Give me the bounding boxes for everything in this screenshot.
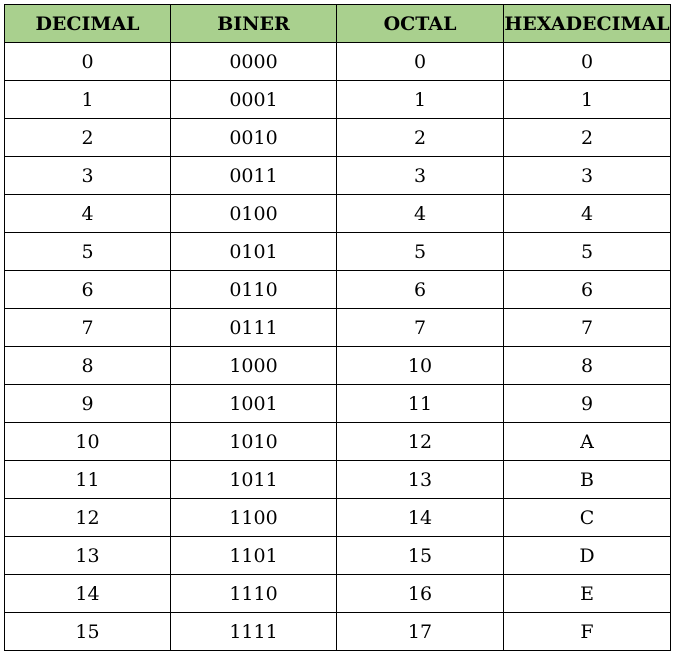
- cell-octal: 2: [337, 119, 504, 157]
- cell-octal: 15: [337, 537, 504, 575]
- cell-decimal: 0: [5, 43, 171, 81]
- cell-octal: 3: [337, 157, 504, 195]
- cell-decimal: 10: [5, 423, 171, 461]
- table-row: [5, 43, 671, 81]
- cell-hexadecimal: 7: [504, 309, 671, 347]
- cell-biner: 0101: [171, 233, 337, 271]
- table-row: [5, 575, 671, 613]
- cell-biner: 1010: [171, 423, 337, 461]
- header-biner: BINER: [171, 5, 337, 43]
- cell-octal: 10: [337, 347, 504, 385]
- cell-decimal: 4: [5, 195, 171, 233]
- table-row: [5, 271, 671, 309]
- cell-decimal: 7: [5, 309, 171, 347]
- cell-hexadecimal: 5: [504, 233, 671, 271]
- cell-biner: 0111: [171, 309, 337, 347]
- cell-octal: 16: [337, 575, 504, 613]
- table-row: [5, 157, 671, 195]
- cell-hexadecimal: 3: [504, 157, 671, 195]
- table-row: [5, 309, 671, 347]
- cell-hexadecimal: 8: [504, 347, 671, 385]
- cell-hexadecimal: F: [504, 613, 671, 651]
- header-hexadecimal: HEXADECIMAL: [504, 5, 671, 43]
- cell-biner: 1100: [171, 499, 337, 537]
- table-row: [5, 613, 671, 651]
- cell-octal: 13: [337, 461, 504, 499]
- cell-biner: 1111: [171, 613, 337, 651]
- table-row: [5, 461, 671, 499]
- cell-biner: 0110: [171, 271, 337, 309]
- cell-hexadecimal: 6: [504, 271, 671, 309]
- cell-decimal: 12: [5, 499, 171, 537]
- cell-biner: 0001: [171, 81, 337, 119]
- cell-biner: 0010: [171, 119, 337, 157]
- cell-octal: 5: [337, 233, 504, 271]
- cell-hexadecimal: 9: [504, 385, 671, 423]
- table-row: [5, 385, 671, 423]
- cell-decimal: 13: [5, 537, 171, 575]
- cell-biner: 0000: [171, 43, 337, 81]
- table-row: [5, 347, 671, 385]
- cell-biner: 1110: [171, 575, 337, 613]
- table-row: [5, 81, 671, 119]
- cell-octal: 4: [337, 195, 504, 233]
- cell-hexadecimal: E: [504, 575, 671, 613]
- cell-hexadecimal: 1: [504, 81, 671, 119]
- cell-decimal: 6: [5, 271, 171, 309]
- table-row: [5, 233, 671, 271]
- cell-decimal: 11: [5, 461, 171, 499]
- cell-octal: 17: [337, 613, 504, 651]
- cell-octal: 1: [337, 81, 504, 119]
- conversion-table-container: [4, 4, 670, 651]
- cell-octal: 12: [337, 423, 504, 461]
- cell-hexadecimal: B: [504, 461, 671, 499]
- cell-hexadecimal: C: [504, 499, 671, 537]
- cell-biner: 1000: [171, 347, 337, 385]
- cell-decimal: 9: [5, 385, 171, 423]
- cell-biner: 1001: [171, 385, 337, 423]
- table-row: [5, 499, 671, 537]
- cell-hexadecimal: 2: [504, 119, 671, 157]
- cell-octal: 7: [337, 309, 504, 347]
- table-row: [5, 195, 671, 233]
- cell-hexadecimal: A: [504, 423, 671, 461]
- table-body: [5, 43, 671, 651]
- table-row: [5, 119, 671, 157]
- cell-decimal: 14: [5, 575, 171, 613]
- cell-hexadecimal: D: [504, 537, 671, 575]
- table-row: [5, 537, 671, 575]
- table-row: [5, 423, 671, 461]
- cell-decimal: 1: [5, 81, 171, 119]
- table-header: [5, 5, 671, 43]
- cell-hexadecimal: 0: [504, 43, 671, 81]
- cell-decimal: 5: [5, 233, 171, 271]
- cell-decimal: 8: [5, 347, 171, 385]
- header-row: [5, 5, 671, 43]
- cell-biner: 0011: [171, 157, 337, 195]
- cell-decimal: 3: [5, 157, 171, 195]
- cell-hexadecimal: 4: [504, 195, 671, 233]
- cell-decimal: 2: [5, 119, 171, 157]
- header-decimal: DECIMAL: [5, 5, 171, 43]
- number-system-conversion-table: [4, 4, 671, 651]
- cell-octal: 0: [337, 43, 504, 81]
- cell-biner: 0100: [171, 195, 337, 233]
- cell-octal: 14: [337, 499, 504, 537]
- cell-biner: 1011: [171, 461, 337, 499]
- cell-decimal: 15: [5, 613, 171, 651]
- cell-octal: 11: [337, 385, 504, 423]
- cell-biner: 1101: [171, 537, 337, 575]
- header-octal: OCTAL: [337, 5, 504, 43]
- cell-octal: 6: [337, 271, 504, 309]
